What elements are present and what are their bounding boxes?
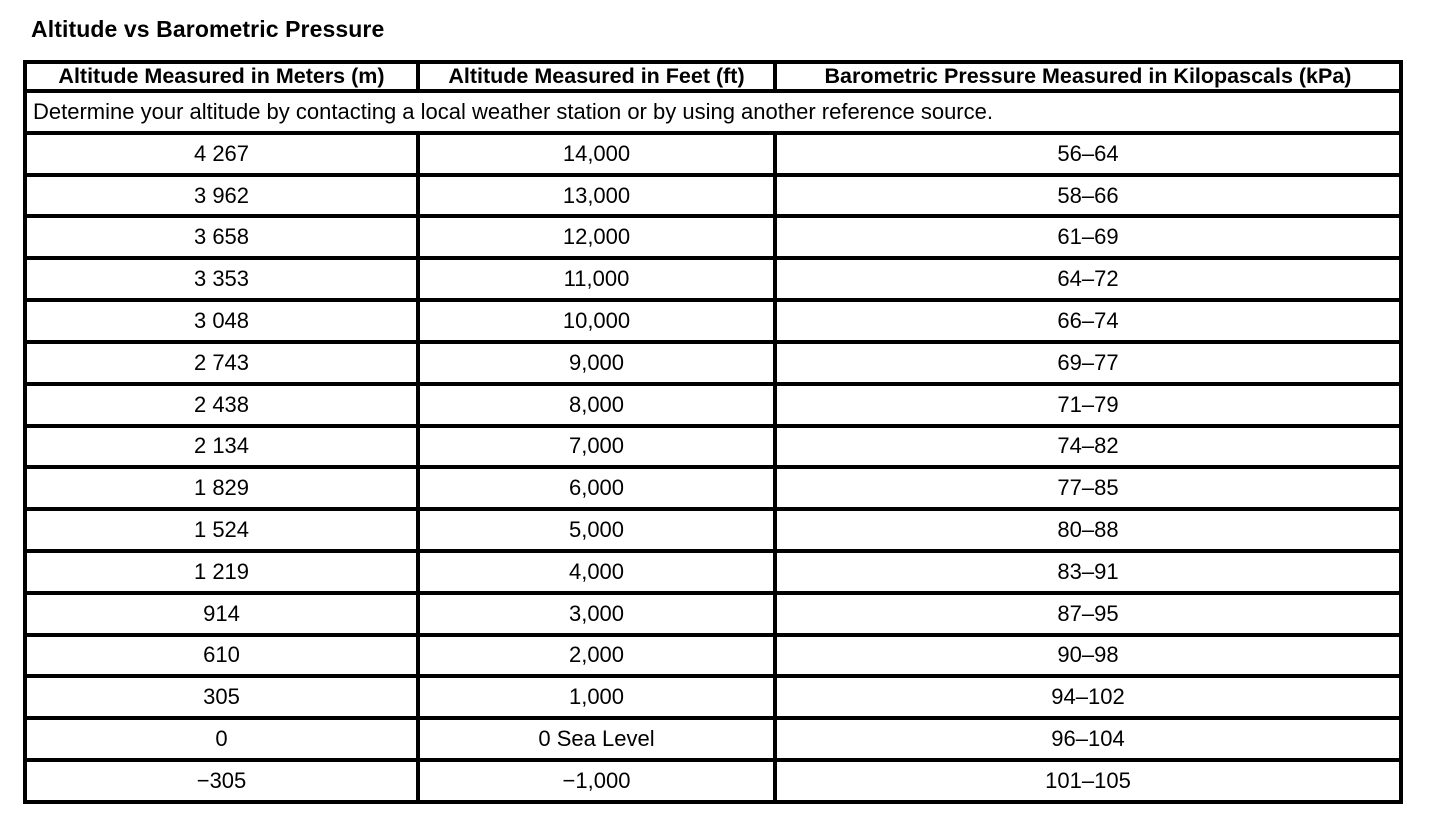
table-row [27, 386, 1399, 424]
cell-feet: 3,000 [420, 595, 773, 633]
cell-meters: 1 219 [27, 553, 416, 591]
cell-meters: 914 [27, 595, 416, 633]
cell-pressure: 83–91 [777, 553, 1399, 591]
cell-feet: 5,000 [420, 511, 773, 549]
cell-pressure: 66–74 [777, 302, 1399, 340]
cell-meters: −305 [27, 762, 416, 800]
table-row [27, 177, 1399, 215]
altitude-pressure-table [23, 60, 1403, 804]
cell-meters: 3 353 [27, 260, 416, 298]
cell-pressure: 69–77 [777, 344, 1399, 382]
column-header-feet: Altitude Measured in Feet (ft) [420, 64, 773, 89]
cell-feet: 6,000 [420, 469, 773, 507]
table-row [27, 260, 1399, 298]
table-row [27, 720, 1399, 758]
cell-pressure: 64–72 [777, 260, 1399, 298]
cell-feet: 13,000 [420, 177, 773, 215]
cell-pressure: 80–88 [777, 511, 1399, 549]
cell-meters: 610 [27, 637, 416, 675]
cell-pressure: 71–79 [777, 386, 1399, 424]
table-row [27, 302, 1399, 340]
cell-meters: 4 267 [27, 135, 416, 173]
cell-feet: 14,000 [420, 135, 773, 173]
cell-meters: 1 829 [27, 469, 416, 507]
table-row [27, 595, 1399, 633]
cell-feet: 12,000 [420, 218, 773, 256]
cell-feet: 4,000 [420, 553, 773, 591]
cell-meters: 3 658 [27, 218, 416, 256]
table-note: Determine your altitude by contacting a local weather station or by using another reference source. [27, 93, 1399, 131]
cell-pressure: 94–102 [777, 678, 1399, 716]
table-row [27, 553, 1399, 591]
column-header-pressure: Barometric Pressure Measured in Kilopascals (kPa) [777, 64, 1399, 89]
cell-feet: 0 Sea Level [420, 720, 773, 758]
altitude-pressure-table-container [23, 60, 1400, 804]
table-header-row [27, 64, 1399, 89]
cell-feet: −1,000 [420, 762, 773, 800]
cell-meters: 2 438 [27, 386, 416, 424]
table-row [27, 469, 1399, 507]
cell-meters: 3 962 [27, 177, 416, 215]
cell-meters: 0 [27, 720, 416, 758]
cell-feet: 11,000 [420, 260, 773, 298]
cell-feet: 9,000 [420, 344, 773, 382]
table-row [27, 218, 1399, 256]
table-row [27, 344, 1399, 382]
table-row [27, 637, 1399, 675]
table-note-row [27, 93, 1399, 131]
cell-feet: 7,000 [420, 428, 773, 466]
cell-pressure: 87–95 [777, 595, 1399, 633]
cell-meters: 2 743 [27, 344, 416, 382]
cell-feet: 8,000 [420, 386, 773, 424]
cell-meters: 2 134 [27, 428, 416, 466]
cell-meters: 1 524 [27, 511, 416, 549]
cell-meters: 3 048 [27, 302, 416, 340]
cell-pressure: 101–105 [777, 762, 1399, 800]
cell-pressure: 77–85 [777, 469, 1399, 507]
cell-pressure: 90–98 [777, 637, 1399, 675]
cell-feet: 1,000 [420, 678, 773, 716]
cell-pressure: 61–69 [777, 218, 1399, 256]
table-row [27, 762, 1399, 800]
column-header-meters: Altitude Measured in Meters (m) [27, 64, 416, 89]
table-row [27, 135, 1399, 173]
cell-pressure: 96–104 [777, 720, 1399, 758]
cell-feet: 2,000 [420, 637, 773, 675]
table-row [27, 678, 1399, 716]
cell-meters: 305 [27, 678, 416, 716]
cell-pressure: 58–66 [777, 177, 1399, 215]
table-row [27, 511, 1399, 549]
cell-feet: 10,000 [420, 302, 773, 340]
table-row [27, 428, 1399, 466]
cell-pressure: 74–82 [777, 428, 1399, 466]
page-title: Altitude vs Barometric Pressure [31, 16, 385, 42]
cell-pressure: 56–64 [777, 135, 1399, 173]
